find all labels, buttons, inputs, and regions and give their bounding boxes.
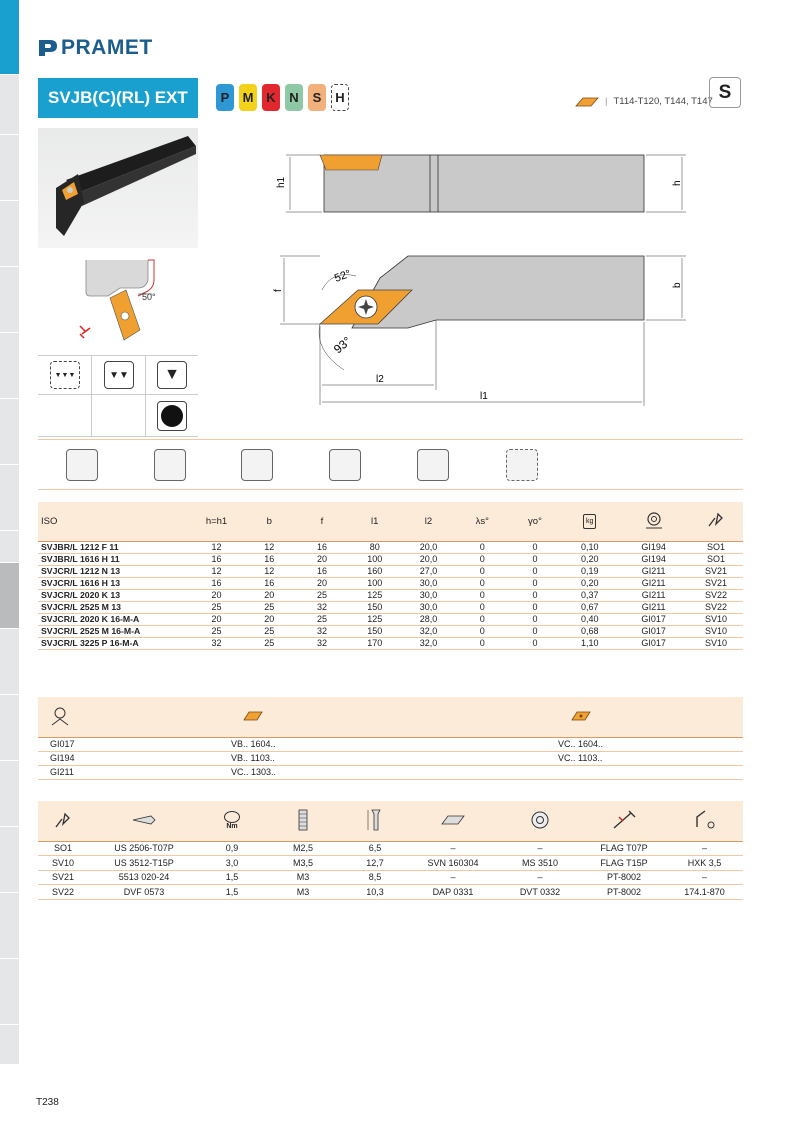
cell: VC.. 1303.. bbox=[88, 765, 418, 779]
cell: VB.. 1103.. bbox=[88, 751, 418, 765]
material-m-badge bbox=[239, 84, 257, 111]
product-title-text: SVJB(C)(RL) EXT bbox=[48, 88, 188, 107]
table-row bbox=[38, 541, 743, 553]
cell: 1,5 bbox=[200, 885, 264, 900]
table-row bbox=[38, 577, 743, 589]
cell: 170 bbox=[367, 637, 383, 648]
table-row bbox=[38, 565, 743, 577]
table-header-row bbox=[38, 502, 743, 541]
table-row bbox=[38, 870, 743, 885]
cell: 16 bbox=[211, 577, 222, 588]
small-triangles-icon: ▼▼▼ bbox=[50, 361, 80, 389]
cell: 30,0 bbox=[419, 577, 438, 588]
cell: US 2506-T07P bbox=[88, 841, 200, 856]
cell: 30,0 bbox=[419, 601, 438, 612]
spare-parts-icon bbox=[706, 510, 726, 530]
cell: – bbox=[408, 870, 498, 885]
table-row bbox=[38, 765, 743, 779]
cell: 0 bbox=[532, 577, 538, 588]
cell: 25 bbox=[211, 601, 222, 612]
cell: VC.. 1604.. bbox=[418, 737, 743, 751]
cell: 25 bbox=[211, 625, 222, 636]
insert-shape-grid bbox=[38, 355, 198, 437]
cell: SV10 bbox=[705, 637, 728, 648]
profiling-icon bbox=[154, 449, 186, 481]
iso-code-cell: SVJCR/L 3225 P 16-M-A bbox=[41, 637, 139, 648]
cell: 1,10 bbox=[580, 637, 599, 648]
cell: DAP 0331 bbox=[408, 885, 498, 900]
cell: 0 bbox=[479, 637, 485, 648]
cell: 16 bbox=[264, 577, 275, 588]
cell: SVN 160304 bbox=[408, 856, 498, 871]
cell: GI211 bbox=[641, 589, 666, 600]
insert-screw-icon bbox=[643, 510, 665, 530]
iso-code-cell: SVJCR/L 2020 K 13 bbox=[41, 589, 121, 600]
cell: 0 bbox=[479, 601, 485, 612]
cell: – bbox=[498, 870, 582, 885]
hex-key-icon bbox=[693, 809, 717, 831]
cell: 12,7 bbox=[342, 856, 408, 871]
cell: 16 bbox=[316, 565, 327, 576]
cell: SV10 bbox=[705, 625, 728, 636]
facing-icon bbox=[329, 449, 361, 481]
large-triangle-icon: ▼ bbox=[157, 361, 187, 389]
cell: 0,19 bbox=[580, 565, 599, 576]
double-triangle-icon: ▼▼ bbox=[104, 361, 134, 389]
table-row bbox=[38, 885, 743, 900]
cell: 20 bbox=[264, 589, 275, 600]
cell: SO1 bbox=[38, 841, 88, 856]
side-tab[interactable] bbox=[0, 399, 19, 465]
side-tab[interactable] bbox=[0, 267, 19, 333]
iso-code-cell: SVJCR/L 1212 N 13 bbox=[41, 565, 121, 576]
cell bbox=[418, 765, 743, 779]
cell: 0 bbox=[532, 589, 538, 600]
col-l2: l2 bbox=[424, 515, 433, 527]
angle-52-label: 52° bbox=[332, 267, 353, 285]
cell: VB.. 1604.. bbox=[88, 737, 418, 751]
cell: DVT 0332 bbox=[498, 885, 582, 900]
cell: 0 bbox=[532, 553, 538, 564]
separator: | bbox=[605, 96, 608, 107]
cell: 0 bbox=[532, 565, 538, 576]
cell: 125 bbox=[367, 613, 383, 624]
iso-code-cell: SVJBR/L 1616 H 11 bbox=[41, 553, 120, 564]
cell: 20,0 bbox=[419, 553, 438, 564]
side-tab[interactable] bbox=[0, 465, 19, 531]
cell: 0,20 bbox=[580, 553, 599, 564]
screw-icon bbox=[131, 813, 157, 827]
cell: 125 bbox=[367, 589, 383, 600]
cell: 0 bbox=[532, 541, 538, 552]
side-tab-active[interactable] bbox=[0, 0, 19, 75]
section-badge-text: S bbox=[718, 81, 732, 103]
cell: 100 bbox=[367, 553, 383, 564]
insert-reference bbox=[575, 96, 713, 107]
cell: 32,0 bbox=[419, 637, 438, 648]
iso-code-cell: SVJBR/L 1212 F 11 bbox=[41, 541, 119, 552]
col-thread bbox=[264, 801, 342, 841]
cell: SV21 bbox=[705, 565, 728, 576]
cell: 0 bbox=[532, 637, 538, 648]
cell: 0,68 bbox=[580, 625, 599, 636]
spare-parts-table bbox=[38, 801, 743, 900]
col-iso: ISO bbox=[41, 515, 58, 527]
col-hex-key bbox=[666, 801, 743, 841]
cell: M3 bbox=[264, 870, 342, 885]
page-number: T238 bbox=[36, 1097, 59, 1108]
cell: 20 bbox=[264, 613, 275, 624]
side-tab[interactable] bbox=[0, 75, 19, 135]
l1-label: l1 bbox=[480, 391, 488, 402]
table-row bbox=[38, 625, 743, 637]
cell: US 3512-T15P bbox=[88, 856, 200, 871]
cell: M3,5 bbox=[264, 856, 342, 871]
h1-label: h1 bbox=[276, 176, 287, 188]
holder-dimension-table bbox=[38, 502, 743, 650]
cell: SV22 bbox=[705, 601, 728, 612]
cell: GI017 bbox=[641, 637, 666, 648]
cell: – bbox=[498, 841, 582, 856]
torque-unit: Nm bbox=[226, 823, 238, 831]
side-tab[interactable] bbox=[0, 1025, 19, 1065]
cell: 20 bbox=[211, 613, 222, 624]
cell: 1,5 bbox=[200, 870, 264, 885]
pramet-logo-icon bbox=[38, 39, 58, 57]
side-tab[interactable] bbox=[0, 959, 19, 1025]
key-icon bbox=[611, 809, 637, 831]
cell: 32 bbox=[316, 601, 327, 612]
insert-compatibility-table bbox=[38, 697, 743, 780]
cell: SV22 bbox=[705, 589, 728, 600]
cell: 100 bbox=[367, 577, 383, 588]
product-photo bbox=[38, 128, 198, 248]
cell: 0,9 bbox=[200, 841, 264, 856]
cell: – bbox=[408, 841, 498, 856]
spare-parts-icon bbox=[52, 809, 74, 831]
cell: GI211 bbox=[641, 577, 666, 588]
cell: GI211 bbox=[641, 601, 666, 612]
cell: 25 bbox=[316, 613, 327, 624]
cell: M2,5 bbox=[264, 841, 342, 856]
cell: 0 bbox=[479, 613, 485, 624]
cell: GI194 bbox=[641, 541, 666, 552]
iso-code-cell: SVJCR/L 2525 M 13 bbox=[41, 601, 121, 612]
cell: M3 bbox=[264, 885, 342, 900]
material-p-badge bbox=[216, 84, 234, 111]
brand-logo bbox=[38, 36, 153, 60]
col-clamp bbox=[38, 697, 88, 737]
side-tab[interactable] bbox=[0, 827, 19, 893]
cell: 32 bbox=[316, 625, 327, 636]
cell: 0 bbox=[479, 589, 485, 600]
col-key bbox=[582, 801, 666, 841]
cell: 0 bbox=[532, 601, 538, 612]
cell: GI194 bbox=[641, 553, 666, 564]
cell: 20 bbox=[316, 553, 327, 564]
divider bbox=[38, 439, 743, 440]
cell: PT-8002 bbox=[582, 870, 666, 885]
material-code: P bbox=[220, 90, 230, 105]
cell: 0 bbox=[532, 625, 538, 636]
cell: 25 bbox=[264, 625, 275, 636]
cell: 0 bbox=[479, 541, 485, 552]
cell: 0,10 bbox=[580, 541, 599, 552]
cell: 0 bbox=[532, 613, 538, 624]
col-code bbox=[38, 801, 88, 841]
cell: 12 bbox=[211, 565, 222, 576]
cell: 30,0 bbox=[419, 589, 438, 600]
cell: MS 3510 bbox=[498, 856, 582, 871]
col-weight bbox=[561, 502, 618, 541]
col-f: f bbox=[320, 515, 324, 527]
cell: 32,0 bbox=[419, 625, 438, 636]
cell: 16 bbox=[316, 541, 327, 552]
cell: 150 bbox=[367, 601, 383, 612]
detail-angle-label: 50° bbox=[142, 292, 156, 302]
iso-code-cell: SVJCR/L 2525 M 16-M-A bbox=[41, 625, 141, 636]
col-parts bbox=[689, 502, 743, 541]
side-tab[interactable] bbox=[0, 893, 19, 959]
side-tab[interactable] bbox=[0, 201, 19, 267]
material-code: S bbox=[312, 90, 322, 105]
material-h-badge bbox=[331, 84, 349, 111]
cell: GI017 bbox=[641, 625, 666, 636]
table-header-row bbox=[38, 801, 743, 841]
insert-reference-pages[interactable]: T114-T120, T144, T147 bbox=[613, 96, 713, 107]
table-row bbox=[38, 637, 743, 649]
brand-name: PRAMET bbox=[61, 36, 153, 59]
side-tab[interactable] bbox=[0, 333, 19, 399]
cell: 25 bbox=[316, 589, 327, 600]
screw-length-icon bbox=[365, 808, 385, 832]
cell: 10,3 bbox=[342, 885, 408, 900]
iso-code-cell: SVJCR/L 1616 H 13 bbox=[41, 577, 121, 588]
cell: 0,67 bbox=[580, 601, 599, 612]
col-insert bbox=[618, 502, 689, 541]
material-k-badge bbox=[262, 84, 280, 111]
table-row bbox=[38, 589, 743, 601]
h-label: h bbox=[672, 180, 683, 186]
cell: 20,0 bbox=[419, 541, 438, 552]
col-shim bbox=[408, 801, 498, 841]
cell: SV21 bbox=[38, 870, 88, 885]
cell: 0 bbox=[479, 553, 485, 564]
material-s-badge bbox=[308, 84, 326, 111]
table-row bbox=[38, 841, 743, 856]
cell: PT-8002 bbox=[582, 885, 666, 900]
vb-insert-icon bbox=[243, 711, 263, 721]
b-label: b bbox=[672, 282, 683, 288]
col-vc bbox=[418, 697, 743, 737]
table-row bbox=[38, 553, 743, 565]
cell: 20 bbox=[211, 589, 222, 600]
cell: 150 bbox=[367, 625, 383, 636]
table-row bbox=[38, 601, 743, 613]
weight-icon: kg bbox=[583, 514, 596, 529]
cell: SV10 bbox=[38, 856, 88, 871]
f-label: f bbox=[273, 289, 284, 292]
insert-seat-icon bbox=[48, 705, 72, 727]
side-tab[interactable] bbox=[0, 761, 19, 827]
col-gamma: γo° bbox=[528, 515, 542, 527]
material-code: K bbox=[266, 90, 276, 105]
cell: 16 bbox=[264, 553, 275, 564]
cell: GI211 bbox=[38, 765, 88, 779]
cell: GI211 bbox=[641, 565, 666, 576]
cell: 8,5 bbox=[342, 870, 408, 885]
cell: – bbox=[666, 841, 743, 856]
cell: 12 bbox=[264, 541, 275, 552]
cell: 3,0 bbox=[200, 856, 264, 871]
cell: SV22 bbox=[38, 885, 88, 900]
optional-operation-icon bbox=[506, 449, 538, 481]
side-tab[interactable] bbox=[0, 531, 19, 563]
cell: SV10 bbox=[705, 613, 728, 624]
col-vb bbox=[88, 697, 418, 737]
cell: 12 bbox=[264, 565, 275, 576]
cell: – bbox=[666, 870, 743, 885]
cell: 80 bbox=[369, 541, 380, 552]
round-insert-icon bbox=[157, 401, 187, 431]
material-code: N bbox=[289, 90, 299, 105]
cell: 0,20 bbox=[580, 577, 599, 588]
cell: 16 bbox=[211, 553, 222, 564]
cell: 160 bbox=[367, 565, 383, 576]
col-torque bbox=[200, 801, 264, 841]
torque-icon bbox=[224, 811, 240, 830]
vc-insert-icon bbox=[571, 711, 591, 721]
external-turning-icon bbox=[66, 449, 98, 481]
table-row bbox=[38, 737, 743, 751]
cell: 12 bbox=[211, 541, 222, 552]
col-shim-screw bbox=[498, 801, 582, 841]
cell: 6,5 bbox=[342, 841, 408, 856]
insert-rhombus-icon bbox=[575, 97, 599, 107]
cell: SO1 bbox=[707, 541, 726, 552]
cell: 0 bbox=[479, 565, 485, 576]
l2-label: l2 bbox=[376, 374, 384, 385]
col-l1: l1 bbox=[371, 515, 379, 527]
col-b: b bbox=[266, 515, 272, 527]
material-n-badge bbox=[285, 84, 303, 111]
cell: 27,0 bbox=[419, 565, 438, 576]
cell: DVF 0573 bbox=[88, 885, 200, 900]
back-turning-icon bbox=[417, 449, 449, 481]
col-h: h=h1 bbox=[205, 515, 228, 527]
material-code: H bbox=[335, 90, 345, 105]
product-title bbox=[38, 78, 198, 118]
cell: HXK 3,5 bbox=[666, 856, 743, 871]
divider bbox=[38, 489, 743, 490]
section-badge bbox=[709, 77, 741, 108]
cell: GI017 bbox=[641, 613, 666, 624]
cell: 25 bbox=[264, 601, 275, 612]
cell: VC.. 1103.. bbox=[418, 751, 743, 765]
cell: SO1 bbox=[707, 553, 726, 564]
cell: 0,40 bbox=[580, 613, 599, 624]
tool-dimension-drawing bbox=[260, 140, 700, 410]
material-code: M bbox=[242, 90, 254, 105]
cell: 25 bbox=[264, 637, 275, 648]
col-lambda: λs° bbox=[475, 515, 489, 527]
cell: GI194 bbox=[38, 751, 88, 765]
side-tab[interactable] bbox=[0, 629, 19, 695]
cell: 0 bbox=[479, 625, 485, 636]
cell: 20 bbox=[316, 577, 327, 588]
side-tab[interactable] bbox=[0, 695, 19, 761]
cell: 32 bbox=[316, 637, 327, 648]
table-header-row bbox=[38, 697, 743, 737]
cutting-detail-drawing bbox=[38, 258, 198, 350]
col-screw bbox=[88, 801, 200, 841]
cell: 0,37 bbox=[580, 589, 599, 600]
table-row bbox=[38, 613, 743, 625]
cell: 174.1-870 bbox=[666, 885, 743, 900]
table-row bbox=[38, 751, 743, 765]
thread-icon bbox=[297, 809, 309, 831]
shim-screw-icon bbox=[529, 809, 551, 831]
side-tabs bbox=[0, 0, 19, 1070]
col-length bbox=[342, 801, 408, 841]
side-tab[interactable] bbox=[0, 135, 19, 201]
iso-code-cell: SVJCR/L 2020 K 16-M-A bbox=[41, 613, 140, 624]
cell: 0 bbox=[479, 577, 485, 588]
cell: 32 bbox=[211, 637, 222, 648]
angle-93-label: 93° bbox=[330, 333, 354, 357]
cell: FLAG T07P bbox=[582, 841, 666, 856]
side-tab-current[interactable] bbox=[0, 563, 19, 629]
cell: 5513 020-24 bbox=[88, 870, 200, 885]
copying-icon bbox=[241, 449, 273, 481]
cell: FLAG T15P bbox=[582, 856, 666, 871]
cell: SV21 bbox=[705, 577, 728, 588]
cell: GI017 bbox=[38, 737, 88, 751]
shim-icon bbox=[440, 814, 466, 826]
cell: 28,0 bbox=[419, 613, 438, 624]
table-row bbox=[38, 856, 743, 871]
